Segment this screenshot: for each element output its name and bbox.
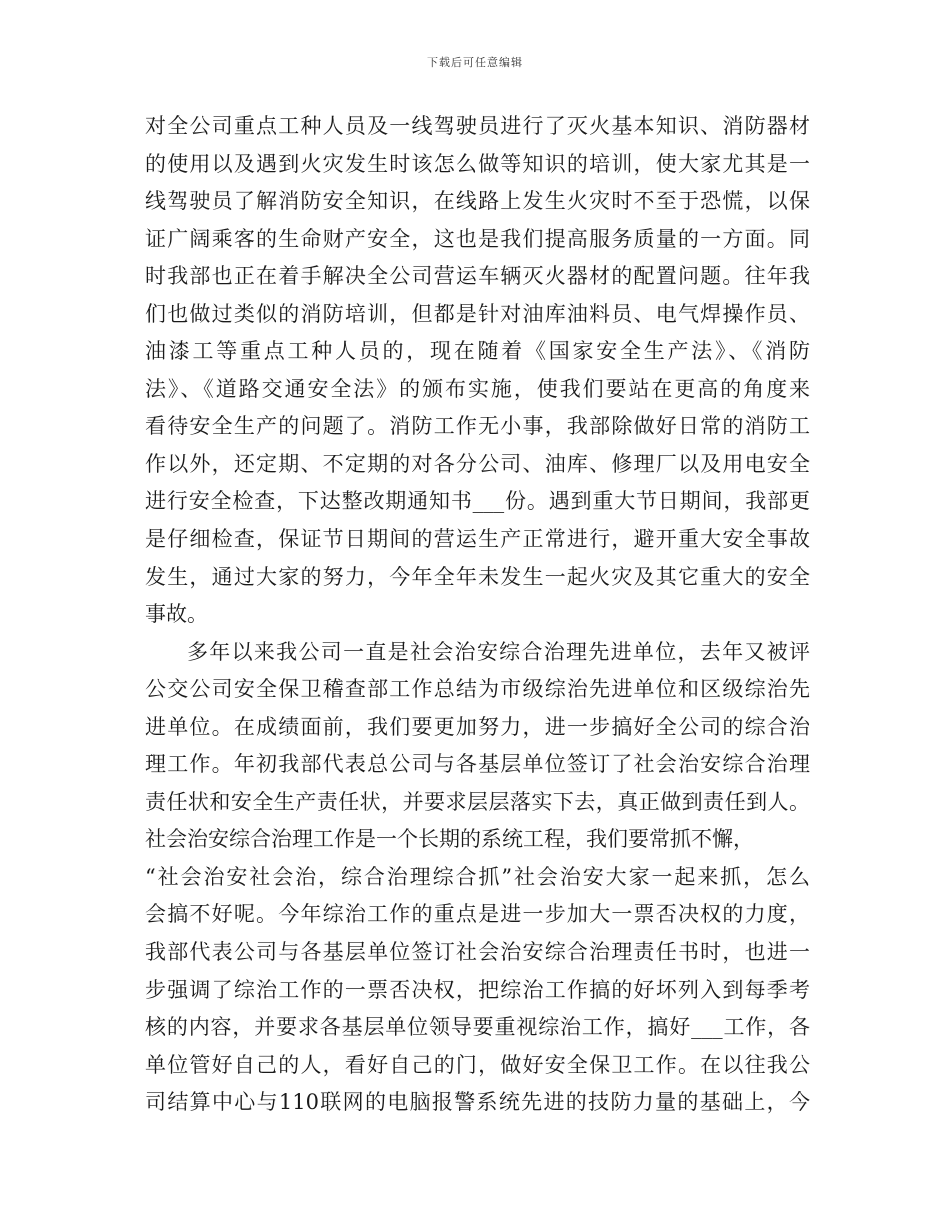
text-line: 责任状和安全生产责任状，并要求层层落实下去，真正做到责任到人。 bbox=[145, 789, 810, 814]
text-line: 进行安全检查，下达整改期通知书___份。遇到重大节日期间，我部更 bbox=[145, 489, 810, 514]
text-line: 发生，通过大家的努力，今年全年未发生一起火灾及其它重大的安全 bbox=[145, 564, 810, 589]
text-line: 单位管好自己的人，看好自己的门，做好安全保卫工作。在以往我公 bbox=[145, 1052, 810, 1077]
text-line: 线驾驶员了解消防安全知识，在线路上发生火灾时不至于恐慌，以保 bbox=[145, 189, 810, 214]
text-line: 作以外，还定期、不定期的对各分公司、油库、修理厂以及用电安全 bbox=[145, 451, 810, 476]
text-line: 会搞不好呢。今年综治工作的重点是进一步加大一票否决权的力度， bbox=[145, 902, 810, 927]
text-line: 我部代表公司与各基层单位签订社会治安综合治理责任书时，也进一 bbox=[145, 940, 810, 965]
text-line: 进单位。在成绩面前，我们要更加努力，进一步搞好全公司的综合治 bbox=[145, 714, 810, 739]
document-body bbox=[145, 108, 810, 1122]
text-line: 是仔细检查，保证节日期间的营运生产正常进行，避开重大安全事故 bbox=[145, 527, 810, 552]
text-line: 事故。 bbox=[145, 602, 208, 627]
text-line: 对全公司重点工种人员及一线驾驶员进行了灭火基本知识、消防器材 bbox=[145, 114, 810, 138]
text-line: 法》、《道路交通安全法》的颁布实施，使我们要站在更高的角度来 bbox=[145, 376, 810, 401]
text-line: 的使用以及遇到火灾发生时该怎么做等知识的培训，使大家尤其是一 bbox=[145, 151, 810, 176]
text-line: 理工作。年初我部代表总公司与各基层单位签订了社会治安综合治理 bbox=[145, 752, 810, 777]
text-line: 油漆工等重点工种人员的，现在随着《国家安全生产法》、《消防 bbox=[145, 339, 810, 364]
text-line: 步强调了综治工作的一票否决权，把综治工作搞的好坏列入到每季考 bbox=[145, 977, 810, 1002]
text-line: 看待安全生产的问题了。消防工作无小事，我部除做好日常的消防工 bbox=[145, 414, 810, 439]
text-line: 司结算中心与110联网的电脑报警系统先进的技防力量的基础上，今 bbox=[145, 1090, 810, 1115]
text-line: 们也做过类似的消防培训，但都是针对油库油料员、电气焊操作员、 bbox=[145, 301, 810, 326]
text-line: 多年以来我公司一直是社会治安综合治理先进单位，去年又被评 bbox=[187, 639, 810, 664]
text-line: 时我部也正在着手解决全公司营运车辆灭火器材的配置问题。往年我 bbox=[145, 264, 810, 289]
page-header: 下载后可任意编辑 bbox=[427, 56, 523, 69]
text-line: 证广阔乘客的生命财产安全，这也是我们提高服务质量的一方面。同 bbox=[145, 226, 810, 251]
text-line: “社会治安社会治，综合治理综合抓”社会治安大家一起来抓，怎么 bbox=[145, 864, 810, 889]
text-line: 社会治安综合治理工作是一个长期的系统工程，我们要常抓不懈， bbox=[145, 827, 754, 852]
text-line: 核的内容，并要求各基层单位领导要重视综治工作，搞好___工作，各 bbox=[145, 1015, 810, 1040]
text-line: 公交公司安全保卫稽查部工作总结为市级综治先进单位和区级综治先 bbox=[145, 677, 810, 702]
